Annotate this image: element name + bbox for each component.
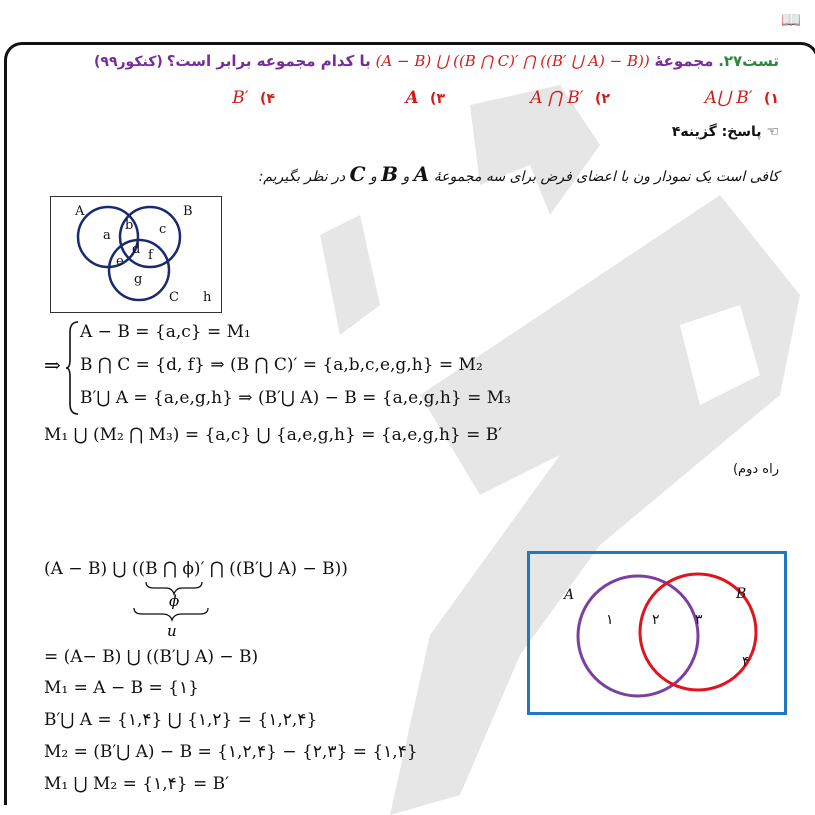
solution2-line4: B′⋃ A = {۱,۴} ⋃ {۱,۲} = {۱,۲,۴} [44, 710, 318, 730]
region-h: h [203, 290, 212, 305]
option-value: A [405, 88, 419, 108]
option-value: A⋃ B′ [704, 88, 753, 108]
pointing-hand-icon: ☜ [766, 124, 779, 140]
solution1-line1: A − B = {a,c} = M₁ [80, 322, 251, 342]
route2-label: راه دوم) [732, 462, 779, 477]
label-c: C [169, 290, 179, 305]
answer-line [672, 124, 779, 140]
option-number: ۲) [595, 91, 610, 107]
region-e: e [116, 254, 124, 269]
solution2-line6: M₁ ⋃ M₂ = {۱,۴} = B′ [44, 774, 229, 794]
implies-arrow: ⇒ [44, 353, 61, 377]
intro-set-c: C [349, 162, 366, 186]
option-number: ۱) [764, 91, 779, 107]
left-brace [66, 320, 80, 416]
venn-diagram-abc [50, 196, 222, 313]
underbraces [44, 576, 244, 646]
option-value: A ⋂ B′ [530, 88, 584, 108]
brace-phi: ϕ [169, 592, 180, 610]
solution2-line1: (A − B) ⋃ ((B ⋂ ϕ)′ ⋂ ((B′⋃ A) − B)) [44, 559, 348, 579]
intro-sentence: کافی است یک نمودار ون با اعضای فرض برای سه مجموعهٔ [433, 169, 779, 185]
label-a: A [75, 204, 85, 219]
region-2: ۲ [652, 612, 660, 628]
intro-set-a: A [413, 162, 430, 186]
option-2[interactable] [530, 88, 610, 108]
region-f: f [148, 248, 153, 263]
option-number: ۳) [430, 91, 445, 107]
region-3: ۳ [695, 612, 703, 628]
intro-tail: در نظر بگیریم: [258, 169, 346, 185]
option-4[interactable] [232, 88, 275, 108]
region-4: ۴ [742, 654, 750, 670]
solution1-line4: M₁ ⋃ (M₂ ⋂ M₃) = {a,c} ⋃ {a,e,g,h} = {a,e,g,h} = B′ [44, 425, 503, 445]
label-a: A [564, 587, 575, 603]
solution1-line3: B′⋃ A = {a,e,g,h} ⇒ (B′⋃ A) − B = {a,e,g,h} = M₃ [80, 388, 511, 408]
solution1-line2: B ⋂ C = {d, f} ⇒ (B ⋂ C)′ = {a,b,c,e,g,h} = M₂ [80, 355, 483, 375]
region-a: a [103, 228, 111, 243]
brace-u: u [167, 622, 177, 640]
option-1[interactable] [705, 88, 779, 108]
book-icon: 📖 [781, 10, 801, 29]
region-c: c [159, 222, 167, 237]
circle-a [578, 576, 698, 696]
question-text-before: مجموعهٔ [654, 52, 714, 70]
option-value: B′ [232, 88, 249, 108]
region-1: ۱ [606, 612, 614, 628]
answer-text: پاسخ: گزینه۴ [671, 124, 762, 140]
venn-diagram-ab [527, 551, 787, 715]
region-g: g [134, 272, 143, 287]
region-d: d [132, 242, 141, 257]
solution2-line3: M₁ = A − B = {۱} [44, 678, 199, 698]
question-line [167, 52, 779, 70]
region-b: b [125, 218, 134, 233]
label-b: B [736, 586, 747, 602]
solution2-line2: = (A− B) ⋃ ((B′⋃ A) − B) [44, 647, 259, 667]
question-source: (کنکور۹۹) [94, 54, 163, 70]
intro-set-b: B [381, 162, 399, 186]
solution2-line5: M₂ = (B′⋃ A) − B = {۱,۲,۴} − {۲,۳} = {۱,۴} [44, 742, 418, 762]
option-number: ۴) [260, 91, 275, 107]
question-label: تست۲۷. [718, 52, 779, 70]
label-b: B [183, 204, 193, 219]
intro-and: و [369, 169, 377, 185]
option-3[interactable] [405, 88, 445, 108]
intro-text [259, 162, 779, 186]
intro-and: و [402, 169, 410, 185]
question-text-after: با کدام مجموعه برابر است؟ [166, 52, 371, 70]
question-expression: (A − B) ⋃ ((B ⋂ C)′ ⋂ ((B′ ⋃ A) − B)) [375, 52, 650, 70]
